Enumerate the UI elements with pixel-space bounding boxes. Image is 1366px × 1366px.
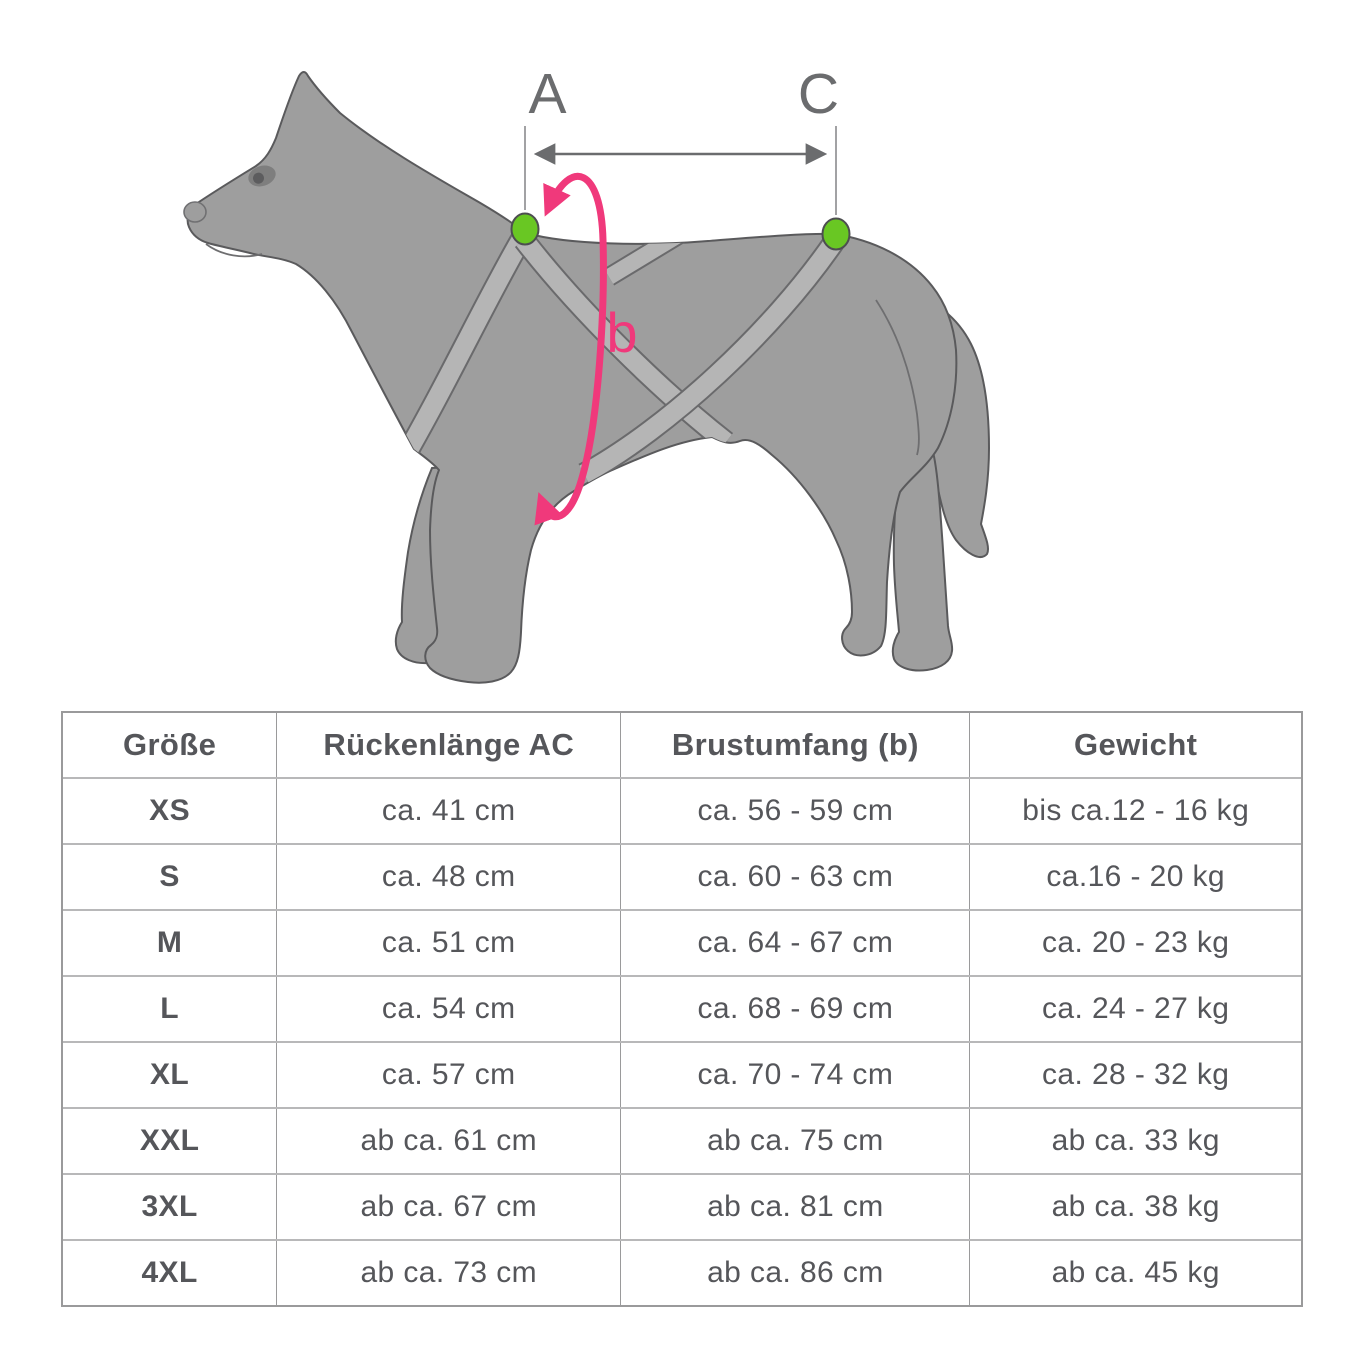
value-cell: ab ca. 86 cm — [621, 1241, 970, 1305]
size-table — [61, 711, 1303, 1307]
size-table-body — [63, 779, 1301, 1305]
value-cell: ca. 41 cm — [277, 779, 621, 843]
size-label-cell: XS — [63, 779, 277, 843]
size-label-cell: XXL — [63, 1109, 277, 1173]
header-back-length: Rückenlänge AC — [277, 713, 621, 777]
value-cell: ca. 54 cm — [277, 977, 621, 1041]
measure-point-a — [512, 214, 539, 245]
value-cell: ca. 68 - 69 cm — [621, 977, 970, 1041]
table-row — [63, 779, 1301, 845]
value-cell: ca. 24 - 27 kg — [1042, 992, 1230, 1025]
value-cell: ab ca. 45 kg — [1051, 1256, 1220, 1289]
value-cell: ab ca. 73 cm — [277, 1241, 621, 1305]
value-cell: ca. 64 - 67 cm — [621, 911, 970, 975]
value-cell: bis ca.12 - 16 kg — [1022, 794, 1250, 827]
value-cell: ca. 57 cm — [277, 1043, 621, 1107]
value-cell: ca. 60 - 63 cm — [621, 845, 970, 909]
size-label-cell: M — [63, 911, 277, 975]
table-row — [63, 977, 1301, 1043]
value-cell: ab ca. 38 kg — [1051, 1190, 1220, 1223]
size-label-cell: L — [63, 977, 277, 1041]
table-header-row — [63, 713, 1301, 779]
label-b: b — [606, 301, 638, 364]
table-row — [63, 911, 1301, 977]
value-cell: ca. 56 - 59 cm — [621, 779, 970, 843]
value-cell: ca. 48 cm — [277, 845, 621, 909]
header-size: Größe — [63, 713, 277, 777]
value-cell: ca. 70 - 74 cm — [621, 1043, 970, 1107]
dog-body — [188, 72, 957, 683]
value-cell: ab ca. 67 cm — [277, 1175, 621, 1239]
value-cell: ca. 28 - 32 kg — [1042, 1058, 1230, 1091]
value-cell: ab ca. 61 cm — [277, 1109, 621, 1173]
value-cell: ab ca. 75 cm — [621, 1109, 970, 1173]
value-cell: ca. 51 cm — [277, 911, 621, 975]
table-row — [63, 1175, 1301, 1241]
value-cell: ab ca. 81 cm — [621, 1175, 970, 1239]
table-row — [63, 1109, 1301, 1175]
size-label-cell: 3XL — [63, 1175, 277, 1239]
value-cell: ca.16 - 20 kg — [1046, 860, 1226, 893]
label-a: A — [528, 62, 568, 126]
table-row — [63, 1241, 1301, 1305]
size-label-cell: S — [63, 845, 277, 909]
table-row — [63, 1043, 1301, 1109]
header-chest-girth: Brustumfang (b) — [621, 713, 970, 777]
dog-nose — [184, 202, 206, 222]
value-cell: ab ca. 33 kg — [1051, 1124, 1220, 1157]
table-row — [63, 845, 1301, 911]
size-label-cell: 4XL — [63, 1241, 277, 1305]
measure-point-c — [823, 219, 850, 250]
header-weight: Gewicht — [1074, 727, 1198, 762]
label-c: C — [797, 62, 841, 126]
value-cell: ca. 20 - 23 kg — [1042, 926, 1230, 959]
size-label-cell: XL — [63, 1043, 277, 1107]
